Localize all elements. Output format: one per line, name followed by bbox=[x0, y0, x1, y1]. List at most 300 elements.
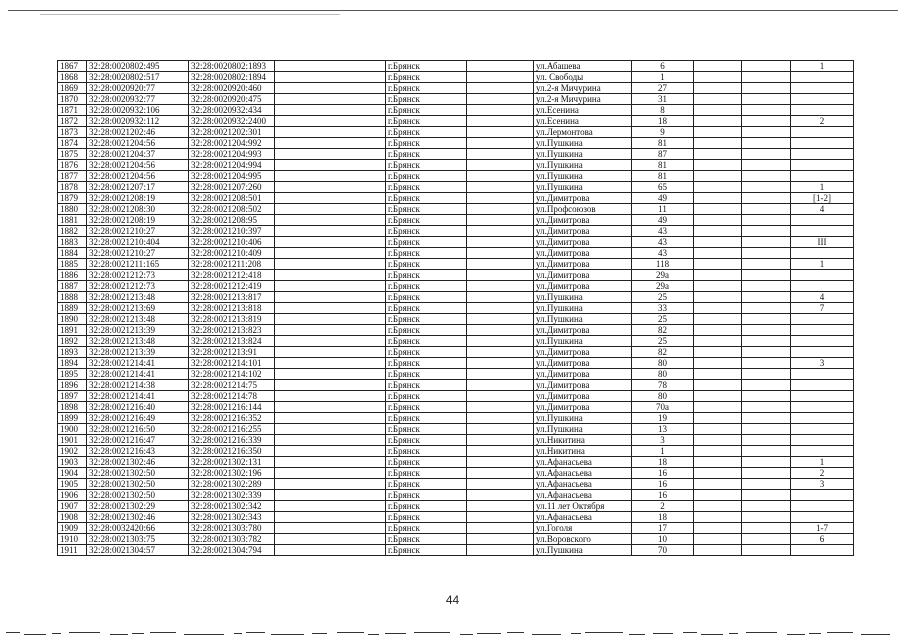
table-row bbox=[58, 149, 854, 160]
cell-street: ул.Пушкина bbox=[534, 336, 632, 347]
cell-blank2 bbox=[467, 369, 534, 380]
cell-num: 1895 bbox=[58, 369, 87, 380]
cell-blank2 bbox=[467, 490, 534, 501]
cell-blank4 bbox=[742, 468, 791, 479]
cell-cad1: 32:28:0021207:17 bbox=[87, 182, 189, 193]
cell-cad2: 32:28:0021208:501 bbox=[189, 193, 275, 204]
cell-cad2: 32:28:0020920:460 bbox=[189, 83, 275, 94]
cell-house: 29а bbox=[632, 281, 694, 292]
cell-city: г.Брянск bbox=[386, 479, 467, 490]
cell-city: г.Брянск bbox=[386, 303, 467, 314]
cell-blank3 bbox=[694, 237, 742, 248]
cell-street: ул.Димитрова bbox=[534, 259, 632, 270]
cell-num: 1890 bbox=[58, 314, 87, 325]
cell-num: 1903 bbox=[58, 457, 87, 468]
cell-blank4 bbox=[742, 248, 791, 259]
noise-dash bbox=[271, 634, 304, 635]
cell-flat bbox=[791, 413, 854, 424]
cell-house: 2 bbox=[632, 501, 694, 512]
cell-blank3 bbox=[694, 72, 742, 83]
cell-house: 25 bbox=[632, 314, 694, 325]
cell-num: 1900 bbox=[58, 424, 87, 435]
cell-blank4 bbox=[742, 457, 791, 468]
table-row bbox=[58, 534, 854, 545]
cell-blank1 bbox=[275, 105, 386, 116]
cell-house: 65 bbox=[632, 182, 694, 193]
cell-city: г.Брянск bbox=[386, 424, 467, 435]
cell-cad1: 32:28:0021213:39 bbox=[87, 347, 189, 358]
noise-dash bbox=[729, 633, 738, 634]
cell-flat: 4 bbox=[791, 292, 854, 303]
cell-house: 43 bbox=[632, 248, 694, 259]
cell-num: 1877 bbox=[58, 171, 87, 182]
cell-blank3 bbox=[694, 369, 742, 380]
cell-blank1 bbox=[275, 380, 386, 391]
cell-flat: 1 bbox=[791, 61, 854, 72]
cell-blank2 bbox=[467, 171, 534, 182]
cell-blank3 bbox=[694, 160, 742, 171]
cell-blank3 bbox=[694, 171, 742, 182]
cell-cad1: 32:28:0021213:48 bbox=[87, 336, 189, 347]
cell-street: ул.Димитрова bbox=[534, 380, 632, 391]
cell-blank4 bbox=[742, 94, 791, 105]
cell-city: г.Брянск bbox=[386, 160, 467, 171]
cell-house: 1 bbox=[632, 72, 694, 83]
cell-street: ул.Димитрова bbox=[534, 237, 632, 248]
cell-city: г.Брянск bbox=[386, 193, 467, 204]
cell-blank2 bbox=[467, 336, 534, 347]
noise-dash bbox=[653, 633, 673, 634]
cell-blank2 bbox=[467, 182, 534, 193]
table-row bbox=[58, 446, 854, 457]
cell-cad1: 32:28:0021204:56 bbox=[87, 160, 189, 171]
cell-city: г.Брянск bbox=[386, 105, 467, 116]
cell-blank3 bbox=[694, 94, 742, 105]
cell-blank3 bbox=[694, 523, 742, 534]
cell-blank3 bbox=[694, 534, 742, 545]
cell-blank4 bbox=[742, 303, 791, 314]
noise-dash bbox=[385, 633, 406, 634]
cell-city: г.Брянск bbox=[386, 215, 467, 226]
register-table bbox=[57, 60, 854, 556]
cell-blank1 bbox=[275, 369, 386, 380]
cell-house: 27 bbox=[632, 83, 694, 94]
cell-blank4 bbox=[742, 138, 791, 149]
cell-blank2 bbox=[467, 424, 534, 435]
table-row bbox=[58, 347, 854, 358]
cell-blank4 bbox=[742, 237, 791, 248]
cell-street: ул.Пушкина bbox=[534, 303, 632, 314]
table-row bbox=[58, 138, 854, 149]
cell-blank2 bbox=[467, 72, 534, 83]
cell-blank3 bbox=[694, 292, 742, 303]
cell-blank2 bbox=[467, 303, 534, 314]
cell-cad2: 32:28:0021213:818 bbox=[189, 303, 275, 314]
cell-blank3 bbox=[694, 358, 742, 369]
cell-blank4 bbox=[742, 281, 791, 292]
cell-street: ул.Профсоюзов bbox=[534, 204, 632, 215]
cell-house: 82 bbox=[632, 325, 694, 336]
noise-dash bbox=[24, 634, 46, 635]
cell-street: ул.2-я Мичурина bbox=[534, 94, 632, 105]
cell-blank2 bbox=[467, 479, 534, 490]
cell-street: ул.Пушкина bbox=[534, 171, 632, 182]
cell-num: 1887 bbox=[58, 281, 87, 292]
cell-blank2 bbox=[467, 149, 534, 160]
cell-blank2 bbox=[467, 380, 534, 391]
scan-edge-line bbox=[8, 10, 898, 11]
cell-street: ул.Пушкина bbox=[534, 138, 632, 149]
cell-blank4 bbox=[742, 182, 791, 193]
cell-flat: 2 bbox=[791, 116, 854, 127]
cell-num: 1872 bbox=[58, 116, 87, 127]
cell-city: г.Брянск bbox=[386, 512, 467, 523]
table-row bbox=[58, 314, 854, 325]
cell-house: 43 bbox=[632, 237, 694, 248]
cell-blank1 bbox=[275, 545, 386, 556]
cell-house: 18 bbox=[632, 116, 694, 127]
table-row bbox=[58, 402, 854, 413]
cell-blank4 bbox=[742, 479, 791, 490]
cell-cad2: 32:28:0021213:824 bbox=[189, 336, 275, 347]
table-row bbox=[58, 303, 854, 314]
cell-cad2: 32:28:0021302:343 bbox=[189, 512, 275, 523]
cell-blank1 bbox=[275, 534, 386, 545]
scan-edge-line bbox=[40, 14, 340, 15]
cell-cad2: 32:28:0021210:397 bbox=[189, 226, 275, 237]
cell-city: г.Брянск bbox=[386, 534, 467, 545]
cell-cad2: 32:28:0021304:794 bbox=[189, 545, 275, 556]
cell-cad2: 32:28:0021208:502 bbox=[189, 204, 275, 215]
cell-flat bbox=[791, 545, 854, 556]
cell-city: г.Брянск bbox=[386, 457, 467, 468]
cell-street: ул.Пушкина bbox=[534, 314, 632, 325]
cell-flat bbox=[791, 248, 854, 259]
noise-dash bbox=[414, 632, 450, 633]
cell-house: 70 bbox=[632, 545, 694, 556]
cell-flat: III bbox=[791, 237, 854, 248]
cell-cad2: 32:28:0021211:208 bbox=[189, 259, 275, 270]
cell-flat: 1 bbox=[791, 182, 854, 193]
cell-blank3 bbox=[694, 259, 742, 270]
cell-cad1: 32:28:0021216:49 bbox=[87, 413, 189, 424]
cell-blank3 bbox=[694, 303, 742, 314]
cell-flat: 3 bbox=[791, 358, 854, 369]
cell-blank4 bbox=[742, 347, 791, 358]
cell-cad1: 32:28:0021202:46 bbox=[87, 127, 189, 138]
cell-blank4 bbox=[742, 391, 791, 402]
cell-blank3 bbox=[694, 479, 742, 490]
table-row bbox=[58, 193, 854, 204]
cell-cad1: 32:28:0021204:37 bbox=[87, 149, 189, 160]
cell-cad1: 32:28:0021213:48 bbox=[87, 314, 189, 325]
cell-num: 1869 bbox=[58, 83, 87, 94]
table-row bbox=[58, 83, 854, 94]
cell-cad1: 32:28:0020920:77 bbox=[87, 83, 189, 94]
table-row bbox=[58, 490, 854, 501]
cell-street: ул.Димитрова bbox=[534, 391, 632, 402]
cell-blank2 bbox=[467, 457, 534, 468]
cell-house: 70а bbox=[632, 402, 694, 413]
cell-blank2 bbox=[467, 105, 534, 116]
noise-dash bbox=[184, 634, 224, 635]
cell-blank1 bbox=[275, 226, 386, 237]
cell-blank4 bbox=[742, 292, 791, 303]
cell-num: 1868 bbox=[58, 72, 87, 83]
cell-house: 25 bbox=[632, 336, 694, 347]
table-row bbox=[58, 545, 854, 556]
cell-house: 1 bbox=[632, 446, 694, 457]
cell-city: г.Брянск bbox=[386, 391, 467, 402]
noise-dash bbox=[110, 634, 128, 635]
cell-flat bbox=[791, 94, 854, 105]
cell-house: 82 bbox=[632, 347, 694, 358]
cell-blank1 bbox=[275, 303, 386, 314]
cell-blank1 bbox=[275, 193, 386, 204]
cell-city: г.Брянск bbox=[386, 237, 467, 248]
cell-cad2: 32:28:0021214:75 bbox=[189, 380, 275, 391]
cell-street: ул.Афанасьева bbox=[534, 468, 632, 479]
cell-blank1 bbox=[275, 127, 386, 138]
cell-blank3 bbox=[694, 402, 742, 413]
cell-house: 80 bbox=[632, 369, 694, 380]
cell-num: 1899 bbox=[58, 413, 87, 424]
cell-blank1 bbox=[275, 523, 386, 534]
cell-blank1 bbox=[275, 149, 386, 160]
cell-blank1 bbox=[275, 424, 386, 435]
cell-blank4 bbox=[742, 83, 791, 94]
cell-city: г.Брянск bbox=[386, 127, 467, 138]
cell-blank3 bbox=[694, 138, 742, 149]
cell-blank3 bbox=[694, 435, 742, 446]
cell-cad2: 32:28:0021216:339 bbox=[189, 435, 275, 446]
cell-house: 81 bbox=[632, 171, 694, 182]
cell-num: 1908 bbox=[58, 512, 87, 523]
cell-street: ул.Димитрова bbox=[534, 226, 632, 237]
cell-blank4 bbox=[742, 369, 791, 380]
cell-blank4 bbox=[742, 446, 791, 457]
table-row bbox=[58, 424, 854, 435]
cell-blank2 bbox=[467, 204, 534, 215]
cell-cad1: 32:28:0021213:69 bbox=[87, 303, 189, 314]
table-row bbox=[58, 160, 854, 171]
cell-cad2: 32:28:0021210:409 bbox=[189, 248, 275, 259]
noise-dash bbox=[337, 632, 364, 633]
cell-blank1 bbox=[275, 479, 386, 490]
noise-dash bbox=[585, 632, 623, 633]
cell-cad2: 32:28:0021214:102 bbox=[189, 369, 275, 380]
cell-street: ул.Димитрова bbox=[534, 281, 632, 292]
cell-flat bbox=[791, 215, 854, 226]
cell-house: 31 bbox=[632, 94, 694, 105]
cell-blank1 bbox=[275, 248, 386, 259]
cell-house: 16 bbox=[632, 490, 694, 501]
cell-house: 18 bbox=[632, 457, 694, 468]
cell-blank3 bbox=[694, 391, 742, 402]
cell-house: 8 bbox=[632, 105, 694, 116]
cell-cad1: 32:28:0020802:517 bbox=[87, 72, 189, 83]
cell-num: 1891 bbox=[58, 325, 87, 336]
table-row bbox=[58, 248, 854, 259]
cell-city: г.Брянск bbox=[386, 413, 467, 424]
table-row bbox=[58, 237, 854, 248]
noise-dash bbox=[746, 632, 777, 633]
cell-flat bbox=[791, 226, 854, 237]
cell-house: 43 bbox=[632, 226, 694, 237]
cell-blank1 bbox=[275, 413, 386, 424]
cell-city: г.Брянск bbox=[386, 226, 467, 237]
cell-blank2 bbox=[467, 281, 534, 292]
cell-city: г.Брянск bbox=[386, 248, 467, 259]
cell-house: 6 bbox=[632, 61, 694, 72]
cell-street: ул.Афанасьева bbox=[534, 457, 632, 468]
cell-blank4 bbox=[742, 116, 791, 127]
cell-house: 11 bbox=[632, 204, 694, 215]
cell-num: 1902 bbox=[58, 446, 87, 457]
cell-street: ул. Свободы bbox=[534, 72, 632, 83]
cell-cad1: 32:28:0021216:50 bbox=[87, 424, 189, 435]
cell-blank3 bbox=[694, 215, 742, 226]
cell-blank1 bbox=[275, 182, 386, 193]
cell-cad2: 32:28:0021303:780 bbox=[189, 523, 275, 534]
cell-blank2 bbox=[467, 226, 534, 237]
cell-street: ул.Димитрова bbox=[534, 358, 632, 369]
noise-dash bbox=[532, 634, 561, 635]
table-row bbox=[58, 369, 854, 380]
cell-street: ул.Димитрова bbox=[534, 193, 632, 204]
cell-blank1 bbox=[275, 83, 386, 94]
cell-num: 1880 bbox=[58, 204, 87, 215]
cell-num: 1898 bbox=[58, 402, 87, 413]
cell-blank1 bbox=[275, 72, 386, 83]
cell-cad1: 32:28:0032420:66 bbox=[87, 523, 189, 534]
cell-cad1: 32:28:0020932:112 bbox=[87, 116, 189, 127]
cell-city: г.Брянск bbox=[386, 523, 467, 534]
cell-blank1 bbox=[275, 215, 386, 226]
cell-num: 1879 bbox=[58, 193, 87, 204]
cell-cad2: 32:28:0021213:817 bbox=[189, 292, 275, 303]
cell-street: ул.11 лет Октября bbox=[534, 501, 632, 512]
noise-dash bbox=[507, 632, 524, 633]
cell-city: г.Брянск bbox=[386, 545, 467, 556]
cell-num: 1893 bbox=[58, 347, 87, 358]
noise-dash bbox=[827, 632, 853, 633]
noise-dash bbox=[6, 632, 20, 633]
cell-blank3 bbox=[694, 468, 742, 479]
cell-blank2 bbox=[467, 501, 534, 512]
cell-blank3 bbox=[694, 83, 742, 94]
cell-blank2 bbox=[467, 193, 534, 204]
cell-blank1 bbox=[275, 281, 386, 292]
noise-dash bbox=[683, 632, 697, 633]
cell-num: 1871 bbox=[58, 105, 87, 116]
cell-blank3 bbox=[694, 490, 742, 501]
cell-blank3 bbox=[694, 204, 742, 215]
cell-num: 1909 bbox=[58, 523, 87, 534]
cell-flat: 4 bbox=[791, 204, 854, 215]
cell-flat bbox=[791, 336, 854, 347]
cell-flat: 6 bbox=[791, 534, 854, 545]
cell-blank3 bbox=[694, 512, 742, 523]
table-row bbox=[58, 380, 854, 391]
cell-street: ул.2-я Мичурина bbox=[534, 83, 632, 94]
cell-cad1: 32:28:0021214:41 bbox=[87, 391, 189, 402]
noise-dash bbox=[701, 634, 723, 635]
cell-flat bbox=[791, 369, 854, 380]
cell-blank4 bbox=[742, 314, 791, 325]
cell-num: 1897 bbox=[58, 391, 87, 402]
table-row bbox=[58, 61, 854, 72]
cell-street: ул.Афанасьева bbox=[534, 479, 632, 490]
cell-num: 1910 bbox=[58, 534, 87, 545]
cell-cad1: 32:28:0021302:50 bbox=[87, 479, 189, 490]
cell-cad1: 32:28:0021210:27 bbox=[87, 248, 189, 259]
cell-cad1: 32:28:0021216:40 bbox=[87, 402, 189, 413]
cell-city: г.Брянск bbox=[386, 270, 467, 281]
cell-blank3 bbox=[694, 446, 742, 457]
cell-cad1: 32:28:0021210:27 bbox=[87, 226, 189, 237]
cell-city: г.Брянск bbox=[386, 72, 467, 83]
cell-cad1: 32:28:0021214:41 bbox=[87, 369, 189, 380]
cell-blank4 bbox=[742, 424, 791, 435]
cell-blank1 bbox=[275, 457, 386, 468]
table-row bbox=[58, 325, 854, 336]
noise-dash bbox=[460, 634, 473, 635]
cell-street: ул.Лермонтова bbox=[534, 127, 632, 138]
cell-cad2: 32:28:0020932:2400 bbox=[189, 116, 275, 127]
table-row bbox=[58, 336, 854, 347]
cell-blank2 bbox=[467, 237, 534, 248]
cell-blank2 bbox=[467, 435, 534, 446]
cell-cad1: 32:28:0021304:57 bbox=[87, 545, 189, 556]
cell-num: 1875 bbox=[58, 149, 87, 160]
cell-blank3 bbox=[694, 61, 742, 72]
cell-blank3 bbox=[694, 105, 742, 116]
cell-flat bbox=[791, 490, 854, 501]
cell-flat: 3 bbox=[791, 479, 854, 490]
cell-blank2 bbox=[467, 259, 534, 270]
cell-blank2 bbox=[467, 325, 534, 336]
cell-street: ул.Димитрова bbox=[534, 369, 632, 380]
cell-blank3 bbox=[694, 457, 742, 468]
cell-house: 118 bbox=[632, 259, 694, 270]
cell-cad2: 32:28:0021214:101 bbox=[189, 358, 275, 369]
cell-blank1 bbox=[275, 336, 386, 347]
cell-cad1: 32:28:0021302:46 bbox=[87, 512, 189, 523]
cell-cad2: 32:28:0021204:995 bbox=[189, 171, 275, 182]
cell-street: ул.Димитрова bbox=[534, 325, 632, 336]
table-row bbox=[58, 171, 854, 182]
cell-cad2: 32:28:0021212:419 bbox=[189, 281, 275, 292]
cell-city: г.Брянск bbox=[386, 138, 467, 149]
cell-blank4 bbox=[742, 435, 791, 446]
cell-street: ул.Гоголя bbox=[534, 523, 632, 534]
table-row bbox=[58, 457, 854, 468]
cell-street: ул.Пушкина bbox=[534, 545, 632, 556]
table-row bbox=[58, 72, 854, 83]
cell-blank4 bbox=[742, 270, 791, 281]
cell-city: г.Брянск bbox=[386, 336, 467, 347]
cell-blank4 bbox=[742, 380, 791, 391]
cell-cad1: 32:28:0021216:43 bbox=[87, 446, 189, 457]
cell-city: г.Брянск bbox=[386, 83, 467, 94]
cell-flat bbox=[791, 435, 854, 446]
cell-street: ул.Димитрова bbox=[534, 270, 632, 281]
cell-city: г.Брянск bbox=[386, 149, 467, 160]
cell-blank1 bbox=[275, 204, 386, 215]
cell-street: ул.Никитина bbox=[534, 435, 632, 446]
table-body bbox=[58, 61, 854, 556]
